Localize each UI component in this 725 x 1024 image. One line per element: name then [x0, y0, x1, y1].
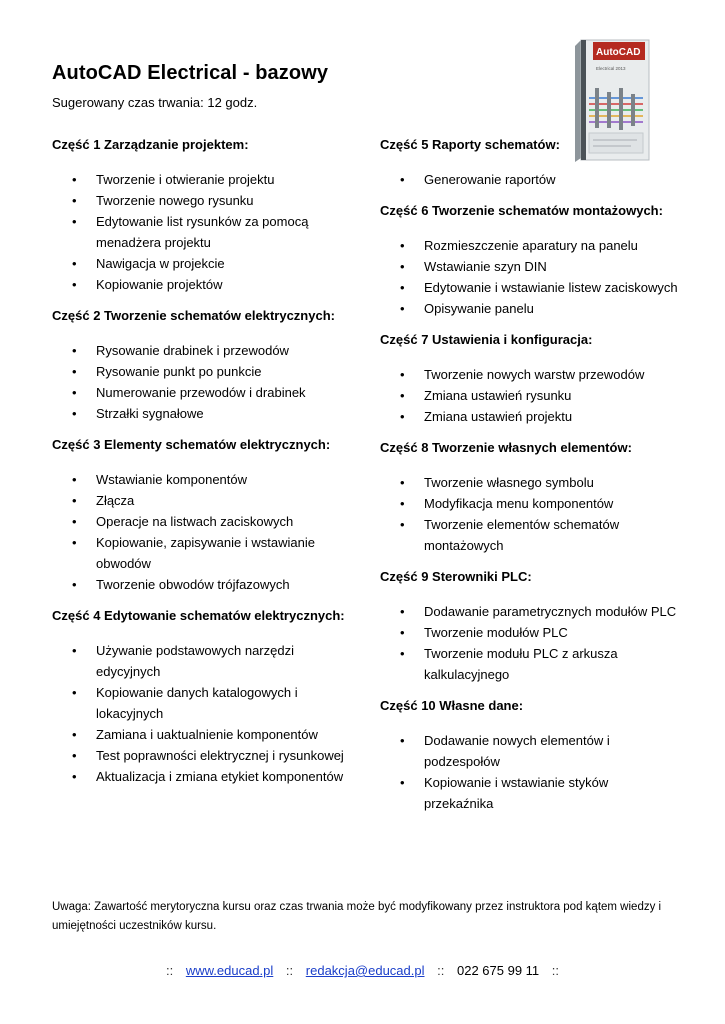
left-column — [52, 136, 352, 799]
section-heading: Część 10 Własne dane: — [380, 698, 524, 713]
list-item: • Tworzenie modułu PLC z arkusza kalkulacyjnego — [380, 643, 680, 685]
section-item-list — [380, 472, 680, 556]
list-item: • Aktualizacja i zmiana etykiet komponentów — [52, 766, 352, 787]
section-item-list — [380, 235, 680, 319]
website-link[interactable]: www.educad.pl — [185, 963, 274, 978]
email-link[interactable]: redakcja@educad.pl — [305, 963, 425, 978]
section-item-list — [52, 169, 352, 295]
list-item: • Tworzenie nowych warstw przewodów — [380, 364, 680, 385]
list-item: • Strzałki sygnałowe — [52, 403, 352, 424]
section-item-list — [380, 169, 680, 190]
section-item-list — [380, 730, 680, 814]
list-item: • Wstawianie szyn DIN — [380, 256, 680, 277]
section-heading: Część 1 Zarządzanie projektem: — [52, 137, 249, 152]
section-heading: Część 7 Ustawienia i konfiguracja: — [380, 332, 593, 347]
list-item: • Tworzenie i otwieranie projektu — [52, 169, 352, 190]
footer-separator: :: — [165, 963, 174, 978]
footer-separator: :: — [437, 963, 445, 978]
footer-contact — [0, 963, 725, 978]
list-item: • Tworzenie obwodów trójfazowych — [52, 574, 352, 595]
list-item: • Tworzenie modułów PLC — [380, 622, 680, 643]
list-item: • Tworzenie elementów schematów montażowych — [380, 514, 680, 556]
course-section — [380, 568, 680, 685]
box-edition-label: Electrical 2013 — [596, 66, 626, 71]
phone-number: 022 675 99 11 — [456, 963, 540, 978]
list-item: • Rysowanie punkt po punkcie — [52, 361, 352, 382]
list-item: • Zmiana ustawień projektu — [380, 406, 680, 427]
course-section — [52, 136, 352, 295]
list-item: • Kopiowanie projektów — [52, 274, 352, 295]
section-item-list — [52, 640, 352, 787]
footer-separator: :: — [551, 963, 560, 978]
course-note: Uwaga: Zawartość merytoryczna kursu oraz czas trwania może być modyfikowany przez instruktora pod kątem wiedzy i umiejętności uczestników kursu. — [52, 901, 662, 932]
section-heading: Część 3 Elementy schematów elektrycznych: — [52, 437, 331, 452]
list-item: • Operacje na listwach zaciskowych — [52, 511, 352, 532]
course-section — [380, 439, 680, 556]
list-item: • Dodawanie parametrycznych modułów PLC — [380, 601, 680, 622]
list-item: • Rozmieszczenie aparatury na panelu — [380, 235, 680, 256]
list-item: • Test poprawności elektrycznej i rysunkowej — [52, 745, 352, 766]
section-heading: Część 4 Edytowanie schematów elektrycznych: — [52, 608, 345, 623]
section-item-list — [52, 340, 352, 424]
list-item: • Nawigacja w projekcie — [52, 253, 352, 274]
list-item: • Zmiana ustawień rysunku — [380, 385, 680, 406]
section-heading: Część 9 Sterowniki PLC: — [380, 569, 532, 584]
list-item: • Rysowanie drabinek i przewodów — [52, 340, 352, 361]
list-item: • Kopiowanie, zapisywanie i wstawianie obwodów — [52, 532, 352, 574]
course-section — [52, 436, 352, 595]
list-item: • Edytowanie i wstawianie listew zaciskowych — [380, 277, 680, 298]
list-item: • Wstawianie komponentów — [52, 469, 352, 490]
list-item: • Kopiowanie danych katalogowych i lokacyjnych — [52, 682, 352, 724]
list-item: • Używanie podstawowych narzędzi edycyjnych — [52, 640, 352, 682]
section-item-list — [380, 601, 680, 685]
list-item: • Generowanie raportów — [380, 169, 680, 190]
course-section — [380, 202, 680, 319]
box-brand-label: AutoCAD — [596, 47, 641, 58]
list-item: • Kopiowanie i wstawianie styków przekaźnika — [380, 772, 680, 814]
course-section — [380, 136, 680, 190]
section-item-list — [52, 469, 352, 595]
course-section — [380, 331, 680, 427]
page-title: AutoCAD Electrical - bazowy — [52, 62, 329, 84]
section-heading: Część 6 Tworzenie schematów montażowych: — [380, 203, 663, 218]
course-section — [52, 307, 352, 424]
list-item: • Edytowanie list rysunków za pomocą menadżera projektu — [52, 211, 352, 253]
list-item: • Numerowanie przewodów i drabinek — [52, 382, 352, 403]
list-item: • Dodawanie nowych elementów i podzespołów — [380, 730, 680, 772]
list-item: • Modyfikacja menu komponentów — [380, 493, 680, 514]
section-item-list — [380, 364, 680, 427]
course-section — [380, 697, 680, 814]
section-heading: Część 2 Tworzenie schematów elektrycznych: — [52, 308, 335, 323]
list-item: • Opisywanie panelu — [380, 298, 680, 319]
list-item: • Tworzenie własnego symbolu — [380, 472, 680, 493]
right-column — [380, 136, 680, 826]
section-heading: Część 8 Tworzenie własnych elementów: — [380, 440, 632, 455]
section-heading: Część 5 Raporty schematów: — [380, 137, 560, 152]
list-item: • Zamiana i uaktualnienie komponentów — [52, 724, 352, 745]
course-section — [52, 607, 352, 787]
footer-separator: :: — [285, 963, 294, 978]
list-item: • Tworzenie nowego rysunku — [52, 190, 352, 211]
course-duration: Sugerowany czas trwania: 12 godz. — [52, 95, 258, 110]
list-item: • Złącza — [52, 490, 352, 511]
